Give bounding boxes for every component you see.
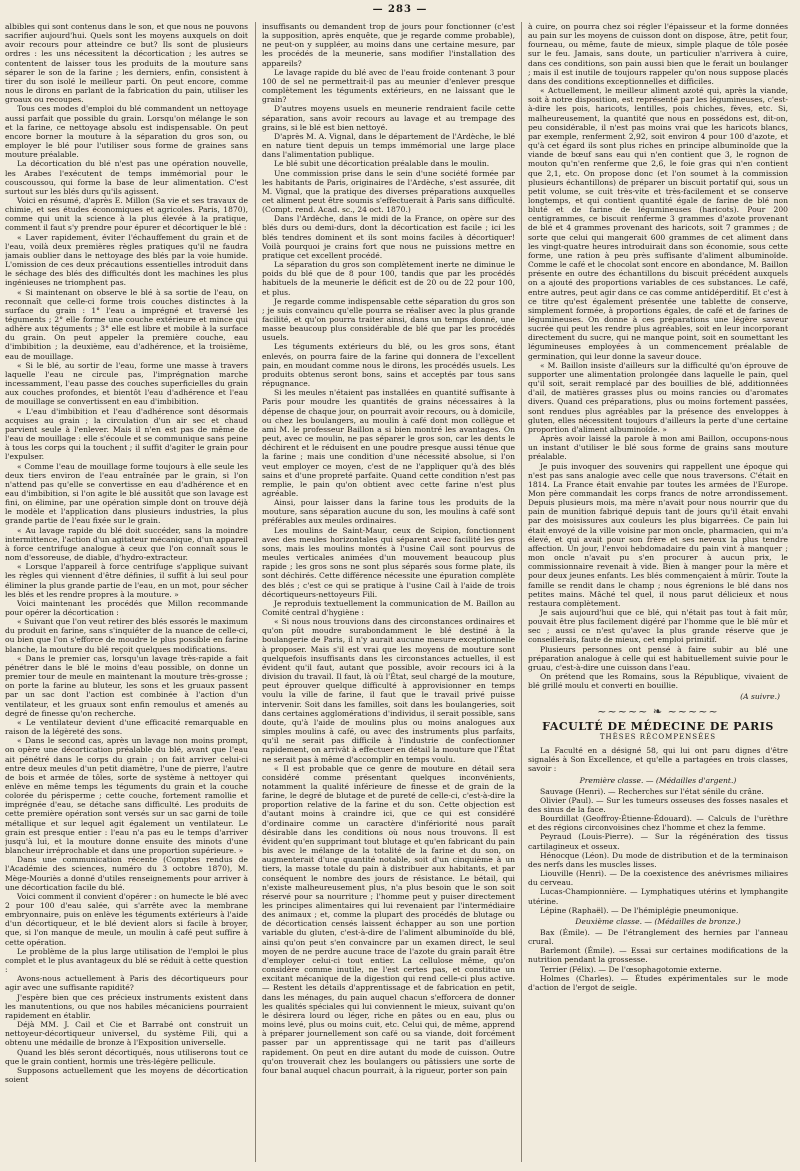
paragraph: « Suivant que l'on veut retirer des blés essorés le maximum du produit en farine, sans s'inquiéter de la nuance de celle-ci, ou bien que l'on s'efforce de moudre le plus possible en farine blanche, la mouture du blé reçoit quelques modifications.: [5, 617, 248, 654]
column-2: [262, 22, 515, 1167]
prize-entry: Sauvage (Henri). — Recherches sur l'état sénile du crâne.: [540, 786, 764, 796]
page-number: — 283 —: [372, 4, 428, 15]
paragraph: J'espère bien que ces précieux instruments existent dans les manutentions, ou que nos habiles mécaniciens pourraient rapidement en établir.: [5, 992, 248, 1020]
paragraph: « Si le blé, au sortir de l'eau, forme une masse à travers laquelle l'eau ne circule pas, l'imprégnation marche incessamment, l'eau passe des couches superficielles du grain aux couches profondes, et bientôt l'eau d'adhérence et l'eau de mouillage se convertissent en eau d'imbibition.: [5, 360, 248, 407]
paragraph: Les moulins de Saint-Maur, ceux de Scipion, fonctionnent avec des meules horizontales qui séparent avec facilité les gros sons, mais les moulins montés à l'usine Cail sont pourvus de meules verticales animées d'un mouvement beaucoup plus rapide ; les gros sons ne sont plus séparés sous forme plate, ils sont déchirés. Cette différence nécessite une épuration complète des blés ; c'est ce qui se pratique à l'usine Cail à l'aide de trois décortiqueurs-nettoyeurs Fili.: [262, 525, 515, 599]
paragraph: Les téguments extérieurs du blé, ou les gros sons, étant enlevés, on pourra faire de la farine qui donnera de l'excellent pain, en moudant comme nous le dirons, les procédés usuels. Les produits obtenus seront bons, sains et acceptés par tous sans répugnance.: [262, 342, 515, 389]
paragraph: D'après M. A. Vignal, dans le département de l'Ardèche, le blé en nature tient depuis un temps immémorial une large place dans l'alimentation publique.: [262, 131, 515, 160]
paragraph: « Il est probable que ce genre de mouture en détail sera considéré comme présentant quelques inconvénients, notamment la qualité inférieure de finesse et de grain de la farine, le degré de blutage et de pureté de celle-ci, c'est-à-dire la proportion relative de la farine et du son. Cette objection est d'autant moins à craindre ici, que ce qui est considéré d'ordinaire comme un caractère d'infériorité nous paraît désirable dans les conditions où nous nous trouvons. Il est évident qu'en supprimant tout blutage et qu'en fabricant du pain bis avec le mélange de la totalité de la farine et du son, on augmenterait d'une quantité notable, soit d'un cinquième à un tiers, la masse totale du pain à distribuer aux habitants, et par conséquent le nombre des jours de résistance. Le bétail, qui n'existe malheureusement plus, n'a plus besoin que le son soit réservé pour sa nourriture ; l'homme peut y puiser directement les principes alimentaires qui lui revenaient par l'intermédiaire des animaux ; et, comme la plupart des procédés de blutage ou de décortication censés laissent échapper au son une portion variable du gluten, c'est-à-dire de l'aliment albuminoïde du blé, ainsi qu'on peut s'en convaincre par un examen direct, le seul moyen de ne perdre aucune trace de l'azote du grain paraît être d'employer celui-ci tout entier. La cellulose même, qu'on considère comme inutile, ne l'est certes pas, et constitue un excitant mécanique de la digestion qui rend celle-ci plus active. — Restent les détails d'apprentissage et de fabrication en petit, dans les ménages, du pain auquel chacun s'efforcera de donner les qualités spéciales qui lui conviennent le mieux, suivant qu'on le désirera lourd ou léger, riche en pâtes ou en eau, plus ou moins levé, plus ou moins cuit, etc. Celui qui, de même, apprend à préparer journellement son café ou sa viande, doit forcément passer par un apprentissage qui ne tarit pas d'ailleurs rapidement. On peut en dire autant du mode de cuisson. Outre qu'on trouverait chez les boulangers ou pâtissiers une sorte de four banal auquel chacun pourrait, à la rigueur, porter son pain: [262, 763, 515, 1075]
column-3: [528, 22, 788, 1167]
continued-note: (A suivre.): [740, 692, 780, 702]
prize-category: Première classe. — (Médailles d'argent.): [579, 775, 737, 785]
prize-entry: Bax (Émile). — De l'étranglement des hernies par l'anneau crural.: [528, 928, 788, 947]
paragraph: Tous ces modes d'emploi du blé commandent un nettoyage aussi parfait que possible du grain. Lorsqu'on mélange le son et la farine, ce nettoyage absolu est indispensable. On peut encore borner la mouture à la séparation du gros son, ou employer le blé pour l'utiliser sous forme de graines sans mouture préalable.: [5, 104, 248, 160]
paragraph: Après avoir laissé la parole à mon ami Baillon, occupons-nous un instant d'utiliser le blé sous forme de grains sans mouture préalable.: [528, 434, 788, 462]
paragraph: Je puis invoquer des souvenirs qui rappellent une époque qui n'est pas sans analogie avec celle que nous traversons. C'était en 1814. La France était envahie par toutes les armées de l'Europe. Mon père commandait les corps francs de notre arrondissement. Depuis plusieurs mois, ma mère n'avait pour nous nourrir que du pain de munition fabriqué depuis tant de jours qu'il était envahi par des moisissures aux couleurs les plus bigarrées. Ce pain lui était envoyé de la ville voisine par mon oncle, pharmacien, qui m'a élevé, et qui avait pour son frère et ses neveux la plus tendre affection. Un jour, l'envoi hebdomadaire du pain vint à manquer ; mon oncle n'avait pu s'en procurer à aucun prix, le commissionnaire revenait à vide. Bien à manger pour la mère et pour deux jeunes enfants. Les blés commençaient à mûrir. Toute la famille se rendit dans le champ ; nous égrenions le blé dans nos petites mains. Mâché tel quel, il nous parut délicieux et nous restaura complètement.: [528, 461, 788, 608]
ornament-divider: ~~~~~ ❧ ~~~~~: [597, 704, 719, 718]
paragraph: Dans l'Ardèche, dans le midi de la France, on opère sur des blés durs ou demi-durs, dont la décortication est facile ; ici les blés tendres dominent et ils sont moins faciles à décortiquer! Voilà pourquoi je crains fort que nous ne puissions mettre en pratique cet excellent procédé.: [262, 214, 515, 260]
column-divider: [521, 22, 522, 1162]
paragraph: « Actuellement, le meilleur aliment azoté qui, après la viande, soit à notre disposition, est représenté par les légumineuses, c'est-à-dire les pois, haricots, lentilles, pois chiches, fèves, etc. Si, malheureusement, la quantité que nous en possédons est, dit-on, peu considérable, il n'est pas moins vrai que les haricots blancs, par exemple, renferment 2,92, soit environ 4 pour 100 d'azote, et qu'à cet égard ils sont plus riches en principe albuminoïde que la viande de bœuf sans eau qui n'en contient que 3, le rognon de mouton qu'n'en renferme que 2,6, le foie gras qui n'en contient que 2,1, etc. On propose donc (et l'on soumet à la commission plusieurs échantillons) de préparer un biscuit portatif qui, sous un petit volume, se cuit très-vite et très-facilement et se conserve longtemps, et qui contient quantité égale de farine de blé non bluté et de farine de légumineuses (haricots). Pour 200 centigrammes, ce biscuit renferme 3 grammes d'azote provenant de blé et 4 grammes provenant des haricots, soit 7 grammes ; de sorte que celui qui mangerait 600 grammes de cet aliment dans les vingt-quatre heures introduirait dans son économie, sous cette forme, une ration à peu près suffisante d'aliment albuminoïde. Comme le café et le chocolat sont encore en abondance, M. Baillon présente en outre des échantillons du biscuit précédent auxquels on a ajouté des proportions variables de ces substances. Le café, entre autres, peut agir dans ce cas comme antidéperditif. Et c'est à ce titre qu'est également présentée une tablette de conserve, simplement formée, à proportions égales, de café et de farines de légumineuses. On donne à ces préparations une légère saveur sucrée qui peut les rendre plus agréables, soit en leur incorporant directement du sucre, qui ne manque point, soit en soumettant les légumineuses employées à un commencement préalable de germination, qui leur donne la saveur douce.: [528, 86, 788, 361]
paragraph: « L'eau d'imbibition et l'eau d'adhérence sont désormais acquises au grain ; la circulation d'un air sec et chaud parvient seule à l'enlever. Mais il n'en est pas de même de l'eau de mouillage : elle s'écoule et se communique sans peine à tous les corps qui la touchent ; il suffit d'agiter le grain pour l'expulser.: [5, 406, 248, 462]
paragraph: Je reproduis textuellement la communication de M. Baillon au Comité central d'hygiène :: [262, 598, 515, 617]
paragraph: albibles qui sont contenus dans le son, et que nous ne pouvons sacrifier aujourd'hui. Quels sont les moyens auxquels on doit avoir recours pour atteindre ce but? Ils sont de plusieurs ordres : les uns nécessitent la décortication ; les autres se contentent de laisser tous les produits de la mouture sans séparer le son de la farine ; les derniers, enfin, consistent à tirer du son isolé le meilleur parti. On peut encore, comme nous le dirons en parlant de la fabrication du pain, utiliser les groaux ou recoupes.: [5, 22, 248, 105]
paragraph: Le blé subit une décortication préalable dans le moulin.: [274, 159, 490, 169]
paragraph: Je sais aujourd'hui que ce blé, qui n'était pas tout à fait mûr, pouvait être plus facilement digéré par l'homme que le blé mûr et sec ; aussi ce n'est qu'avec la plus grande réserve que je conseillerais, faute de mieux, cet emploi primitif.: [528, 608, 788, 645]
paragraph: insuffisants ou demandent trop de jours pour fonctionner (c'est la supposition, après enquête, que je regarde comme probable), ne peut-on y suppléer, au moins dans une certaine mesure, par les procédés de la meunerie, sans modifier l'installation des appareils?: [262, 22, 515, 68]
paragraph: « Dans le second cas, après un lavage non moins prompt, on opère une décortication préalable du blé, avant que l'eau ait pénétré dans le corps du grain ; on fait arriver celui-ci entre deux meules d'un petit diamètre, l'une de pierre, l'autre de bois et armée de tôles, sorte de système à nettoyer qui enlève en même temps les téguments du grain et la couche colorée du périsperme ; cette couche, fortement ramollie et imprégnée d'eau, se détache sans difficulté. Les produits de cette première opération sont versés sur un sac garni de toile métallique et sur lequel agit également un ventilateur. Le grain est presque entier : l'eau n'a pas eu le temps d'arriver jusqu'à lui, et la mouture donne ensuite des minots d'une blancheur irréprochable et dans une proportion supérieure. »: [5, 736, 248, 856]
paragraph: On prétend que les Romains, sous la République, vivaient de blé grillé moulu et converti en bouillie.: [528, 672, 788, 691]
paragraph: D'autres moyens usuels en meunerie rendraient facile cette séparation, sans avoir recours au lavage et au trempage des grains, si le blé est bien nettoyé.: [262, 104, 515, 132]
paragraph: « Au lavage rapide du blé doit succéder, sans la moindre intermittence, l'action d'un agitateur mécanique, d'un appareil à force centrifuge analogue à ceux que l'on connaît sous le nom d'essoreuse, de diable, d'hydro-extracteur.: [5, 525, 248, 563]
paragraph: La décortication du blé n'est pas une opération nouvelle, les Arabes l'exécutent de temps immémorial pour le couscoussou, qui forme la base de leur alimentation. C'est surtout sur les blés durs qu'ils agissent.: [5, 159, 248, 196]
prize-entry: Barlemont (Émile). — Essai sur certaines modifications de la nutrition pendant la grossesse.: [528, 946, 788, 965]
paragraph: Voici en résumé, d'après E. Millon (Sa vie et ses travaux de chimie, et ses études économiques et agricoles. Paris, 1870), comme qui unit la science à la plus élevée à la pratique, comment il faut s'y prendre pour épurer et décortiquer le blé :: [5, 195, 248, 233]
paragraph: Quand les blés seront décortiqués, nous utiliserons tout ce que le grain contient, hormis une très-légère pellicule.: [5, 1047, 248, 1066]
paragraph: Je regarde comme indispensable cette séparation du gros son ; je suis convaincu qu'elle pourra se réaliser avec la plus grande facilité, et qu'on pourra traiter ainsi, dans un temps donné, une masse beaucoup plus considérable de blé que par les procédés usuels.: [262, 296, 515, 343]
prize-entry: Hénocque (Léon). Du mode de distribution et de la terminaison des nerfs dans les muscles lisses.: [528, 850, 788, 869]
paragraph: Avons-nous actuellement à Paris des décortiqueurs pour agir avec une suffisante rapidité?: [5, 974, 248, 993]
section-heading: FACULTÉ DE MÉDECINE DE PARIS: [542, 719, 774, 733]
prize-entry: Liouville (Henri). — De la coexistence des anévrismes miliaires du cerveau.: [528, 869, 788, 888]
prize-entry: Bourdillat (Geoffroy-Étienne-Édouard). — Calculs de l'urèthre et des régions circonvoisines chez l'homme et chez la femme.: [528, 814, 788, 833]
prize-category: Deuxième classe. — (Médailles de bronze.): [575, 916, 741, 926]
prize-entry: Lucas-Championnière. — Lymphatiques utérins et lymphangite utérine.: [528, 887, 788, 906]
column-divider: [255, 22, 256, 1162]
paragraph: « Le ventilateur devient d'une efficacité remarquable en raison de la légèreté des sons.: [5, 717, 248, 737]
paragraph: La Faculté en a désigné 58, qui lui ont paru dignes d'être signalés à Son Excellence, et qu'elle a partagées en trois classes, savoir :: [528, 746, 788, 774]
paragraph: Le problème de la plus large utilisation de l'emploi le plus complet et le plus avantageux du blé se réduit à cette question :: [5, 946, 248, 975]
prize-entry: Holmes (Charles). — Études expérimentales sur le mode d'action de l'ergot de seigle.: [528, 973, 788, 992]
paragraph: Déjà MM. J. Cail et Cie et Barrabé ont construit un nettoyeur-décortiqueur universel, du système Fili, qui a obtenu une médaille de bronze à l'Exposition universelle.: [5, 1020, 248, 1048]
paragraph: Dans une communication récente (Comptes rendus de l'Académie des sciences, numéro du 3 octobre 1870), M. Mège-Mouriès a donné d'utiles renseignements pour arriver à une décortication facile du blé.: [5, 855, 248, 892]
paragraph: « Laver rapidement, éviter l'échauffement du grain et de l'eau, voilà deux premières règles pratiques qu'il ne faudra jamais oublier dans le nettoyage des blés par la voie humide. L'omission de ces deux précautions essentielles introduit dans le séchage des blés des difficultés dont les machines les plus ingénieuses ne triomphent pas.: [5, 232, 248, 288]
paragraph: à cuire, on pourra chez soi régler l'épaisseur et la forme données au pain sur les moyens de cuisson dont on dispose, âtre, petit four, fourneau, ou même, faute de mieux, simple plaque de tôle posée sur le feu. Jamais, sans doute, un particulier n'arrivera à cuire, dans ces conditions, son pain aussi bien que le ferait un boulanger ; mais il est inutile de toujours rappeler qu'on nous suppose placés dans des conditions exceptionnelles et difficiles.: [528, 22, 788, 86]
paragraph: Voici maintenant les procédés que Millon recommande pour opérer la décortication :: [5, 598, 248, 617]
paragraph: Le lavage rapide du blé avec de l'eau froide contenant 3 pour 100 de sel ne permettrait-il pas au meunier d'enlever presque complètement les téguments extérieurs, en ne laissant que le grain?: [262, 67, 515, 105]
paragraph: « Comme l'eau de mouillage forme toujours à elle seule les deux tiers environ de l'eau entraînée par le grain, si l'on n'attend pas qu'elle se convertisse en eau d'adhérence et en eau d'imbibition, si l'on agite le blé aussitôt que son lavage est fini, on élimine, par une opération simple dont on trouve déjà le modèle et l'application dans plusieurs industries, la plus grande partie de l'eau fixée sur le grain.: [5, 461, 248, 526]
column-1: [5, 22, 248, 1167]
paragraph: « Dans le premier cas, lorsqu'un lavage très-rapide a fait pénétrer dans le blé le moins d'eau possible, on donne un premier tour de meule en maintenant la mouture très-grosse ; on porte la farine au bluteur, les sons et les gruaux passent par un sac dont l'action est combinée à l'action d'un ventilateur, et les gruaux sont enfin remoulus et amenés au degré de finesse qu'on recherche.: [5, 653, 248, 718]
prize-entry: Olivier (Paul). — Sur les tumeurs osseuses des fosses nasales et des sinus de la face.: [528, 795, 788, 814]
prize-entry: Lépine (Raphaël). — De l'hémiplégie pneumonique.: [540, 905, 739, 915]
paragraph: « Si maintenant on observe le blé à sa sortie de l'eau, on reconnaît que celle-ci forme trois couches distinctes à la surface du grain : 1° l'eau a imprégné et traversé les téguments ; 2° elle forme une couche extérieure et mince qui adhère aux téguments ; 3° elle est libre et mobile à la surface du grain. On peut appeler la première couche, eau d'imbibition ; la deuxième, eau d'adhérence, et la troisième, eau de mouillage.: [5, 287, 248, 361]
prize-entry: Peyraud (Louis-Pierre). — Sur la régénération des tissus cartilagineux et osseux.: [528, 832, 788, 851]
paragraph: La séparation du gros son complètement inerte ne diminue le poids du blé que de 8 pour 100, tandis que par les procédés habituels de la meunerie le déficit est de 20 ou de 22 pour 100, et plus.: [262, 260, 515, 297]
paragraph: Voici comment il convient d'opérer : on humecte le blé avec 2 pour 100 d'eau salée, qui s'arrête avec la membrane embryonnaire, puis on enlève les téguments extérieurs à l'aide d'un décortiqueur, et le blé devient alors si facile à broyer, que, si l'on manque de meule, un moulin à café peut suffire à cette opération.: [5, 891, 248, 947]
paragraph: Une commission prise dans le sein d'une société formée par les habitants de Paris, originaires de l'Ardèche, s'est assurée, dit M. Vignal, que la pratique des diverses préparations auxquelles cet aliment peut être soumis s'effectuerait à Paris sans difficulté. (Compt. rend. Acad. sc., 24 oct. 1870.): [262, 168, 515, 215]
paragraph: « Si nous nous trouvions dans des circonstances ordinaires et qu'on pût moudre surabondamment le blé destiné à la boulangerie de Paris, il n'y aurait aucune mesure exceptionnelle à proposer. Mais s'il est vrai que les moyens de mouture sont quelquefois insuffisants dans les circonstances actuelles, il est évident qu'il faut, autant que possible, avoir recours ici à la division du travail. Il faut, là où l'État, seul chargé de la mouture, peut éprouver quelque difficulté à approvisionner en temps voulu la ville de farine, il faut que le travail privé puisse intervenir. Soit dans les familles, soit dans les boulangeries, soit dans certaines agglomérations d'individus, il serait possible, sans doute, qu'à l'aide de moulins plus ou moins analogues aux simples moulins à café, ou avec des instruments plus parfaits, qu'il ne serait pas difficile à l'industrie de confectionner rapidement, on arrivât à effectuer en détail la mouture que l'État ne serait pas à même d'accomplir en temps voulu.: [262, 617, 515, 764]
paragraph: « Lorsque l'appareil à force centrifuge s'applique suivant les règles qui viennent d'être définies, il suffit à lui seul pour éliminer la plus grande partie de l'eau, en un mot, pour sécher les blés et les rendre propres à la mouture. »: [5, 562, 248, 599]
paragraph: « M. Baillon insiste d'ailleurs sur la difficulté qu'on éprouve de supporter une alimentation prolongée dans laquelle le pain, quel qu'il soit, serait remplacé par des bouillies de blé, additionnées d'ail, de matières grasses plus ou moins rancies ou d'aromates divers. Quand ces préparations, plus ou moins fortement passées, sont rendues plus agréables par la présence des enveloppes à gluten, elles nécessitent toujours d'ailleurs la perte d'une certaine proportion d'aliment albuminoïde. »: [528, 360, 788, 434]
paragraph: Si les meules n'étaient pas installées en quantité suffisante à Paris pour moudre les quantités de grains nécessaires à la dépense de chaque jour, on pourrait avoir recours, ou à domicile, ou chez les boulangers, au moulin à café dont mon collègue et ami M. le professeur Baillon a si bien montré les avantages. On peut, avec ce moulin, ne pas séparer le gros son, car les dents le déchirent et le réduisent en une poudre presque aussi ténue que la farine ; mais une condition d'une nécessité absolue, si l'on veut employer ce moyen, c'est de ne l'appliquer qu'à des blés sains et d'une propreté parfaite. Quand cette condition n'est pas remplie, le pain qu'on obtient avec cette farine n'est plus agréable.: [262, 388, 515, 498]
prize-entry: Terrier (Félix). — De l'œsophagotomie externe.: [540, 964, 722, 974]
paragraph: Plusieurs personnes ont pensé à faire subir au blé une préparation analogue à celle qui est habituellement suivie pour le gruau, c'est-à-dire une cuisson dans l'eau.: [528, 644, 788, 672]
paragraph: Ainsi, pour laisser dans la farine tous les produits de la mouture, sans séparation aucune du son, les moulins à café sont préférables aux meules ordinaires.: [262, 498, 515, 526]
paragraph: Supposons actuellement que les moyens de décortication soient: [5, 1065, 248, 1084]
section-subheading: THÈSES RÉCOMPENSÉES: [599, 732, 717, 741]
